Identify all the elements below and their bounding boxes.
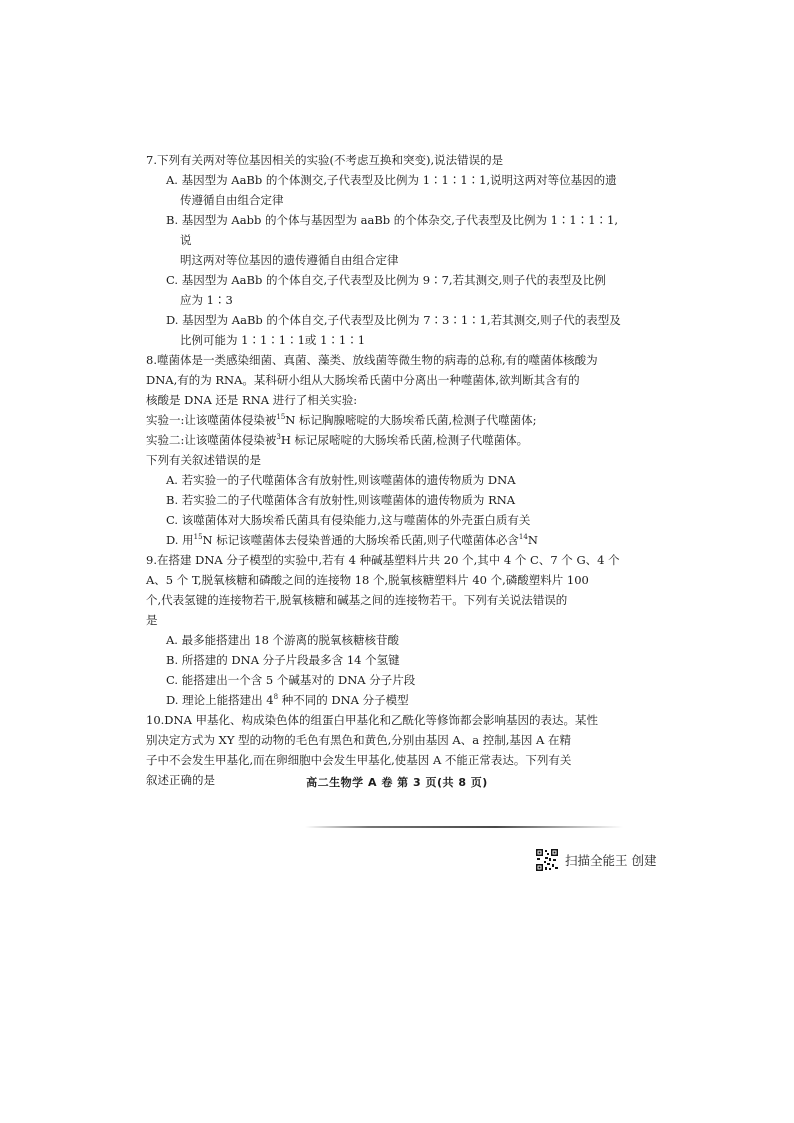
question-7-option-b <box>146 210 624 270</box>
stem-line: 子中不会发生甲基化,而在卵细胞中会发生甲基化,使基因 A 不能正常表达。下列有关 <box>146 753 572 767</box>
stem-line: 叙述正确的是 <box>146 773 215 787</box>
stem-line: 是 <box>146 613 158 627</box>
stem-line: 核酸是 DNA 还是 RNA 进行了相关实验: <box>146 393 358 407</box>
stem-line: 10.DNA 甲基化、构成染色体的组蛋白甲基化和乙酰化等修饰都会影响基因的表达。某性 <box>146 713 599 727</box>
stem-line: A、5 个 T,脱氧核糖和磷酸之间的连接物 18 个,脱氧核糖塑料片 40 个,磷酸塑料片 100 <box>146 573 589 587</box>
question-8-lead: 下列有关叙述错误的是 <box>146 453 261 467</box>
text: 实验二:让该噬菌体侵染被 <box>146 433 277 447</box>
question-9-option-d <box>146 690 624 710</box>
experiment-1 <box>146 410 624 430</box>
question-9-option-a: A. 最多能搭建出 18 个游离的脱氧核糖核苷酸 <box>166 633 400 647</box>
question-9-option-c: C. 能搭建出一个含 5 个碱基对的 DNA 分子片段 <box>166 673 416 687</box>
text: 实验一:让该噬菌体侵染被 <box>146 413 277 427</box>
question-7-stem: 7.下列有关两对等位基因相关的实验(不考虑互换和突变),说法错误的是 <box>146 153 504 167</box>
option-text: D. 基因型为 AaBb 的个体自交,子代表型及比例为 7∶3∶1∶1,若其测交,则子代的表型及 <box>166 313 621 327</box>
question-8-option-d <box>146 530 624 550</box>
text: D. 理论上能搭建出 4 <box>166 693 274 707</box>
text: N <box>527 533 538 547</box>
question-8-stem <box>146 350 624 410</box>
experiment-2 <box>146 430 624 450</box>
question-9-option-b: B. 所搭建的 DNA 分子片段最多含 14 个氢键 <box>166 653 400 667</box>
option-text: 比例可能为 1∶1∶1∶1或 1∶1∶1 <box>180 333 366 347</box>
text: 种不同的 DNA 分子模型 <box>278 693 409 707</box>
question-7 <box>146 150 624 350</box>
question-8 <box>146 350 624 550</box>
question-7-option-d <box>146 310 624 350</box>
question-8-option-a: A. 若实验一的子代噬菌体含有放射性,则该噬菌体的遗传物质为 DNA <box>166 473 516 487</box>
text: H 标记尿嘧啶的大肠埃希氏菌,检测子代噬菌体。 <box>280 433 529 447</box>
stem-line: DNA,有的为 RNA。某科研小组从大肠埃希氏菌中分离出一种噬菌体,欲判断其含有的 <box>146 373 580 387</box>
question-7-option-a <box>146 170 624 210</box>
option-text: A. 基因型为 AaBb 的个体测交,子代表型及比例为 1∶1∶1∶1,说明这两对等位基因的遗 <box>166 173 617 187</box>
question-content <box>146 150 624 790</box>
option-text: C. 基因型为 AaBb 的个体自交,子代表型及比例为 9∶7,若其测交,则子代的表型及比例 <box>166 273 606 287</box>
question-7-option-c <box>146 270 624 310</box>
scanner-watermark <box>535 847 656 873</box>
isotope-mass: 15 <box>276 413 286 422</box>
isotope-mass: 3 <box>276 433 281 442</box>
option-text: 明这两对等位基因的遗传遵循自由组合定律 <box>180 253 399 267</box>
stem-line: 8.噬菌体是一类感染细菌、真菌、藻类、放线菌等微生物的病毒的总称,有的噬菌体核酸为 <box>146 353 598 367</box>
question-8-option-c: C. 该噬菌体对大肠埃希氏菌具有侵染能力,这与噬菌体的外壳蛋白质有关 <box>166 513 531 527</box>
page-footer: 高二生物学 A 卷 第 3 页(共 8 页) <box>306 776 488 789</box>
watermark-text: 扫描全能王 创建 <box>565 853 657 868</box>
question-8-option-b: B. 若实验二的子代噬菌体含有放射性,则该噬菌体的遗传物质为 RNA <box>166 493 516 507</box>
qr-code-icon <box>535 848 559 872</box>
question-9-stem <box>146 550 624 630</box>
stem-line: 9.在搭建 DNA 分子模型的实验中,若有 4 种碱基塑料片共 20 个,其中 4 个 C、7 个 G、4 个 <box>146 553 620 567</box>
isotope-mass: 15 <box>193 533 203 542</box>
exponent: 8 <box>273 693 279 702</box>
text: D. 用 <box>166 533 194 547</box>
text: N 标记该噬菌体去侵染普通的大肠埃希氏菌,则子代噬菌体必含 <box>202 533 519 547</box>
option-text: 传遵循自由组合定律 <box>180 193 284 207</box>
scan-smudge-line <box>305 826 623 828</box>
stem-line: 个,代表氢键的连接物若干,脱氧核糖和碱基之间的连接物若干。下列有关说法错误的 <box>146 593 568 607</box>
isotope-mass: 14 <box>518 533 528 542</box>
option-text: B. 基因型为 Aabb 的个体与基因型为 aaBb 的个体杂交,子代表型及比例为 1∶1∶1∶1,说 <box>166 213 619 247</box>
question-9 <box>146 550 624 710</box>
stem-line: 别决定方式为 XY 型的动物的毛色有黑色和黄色,分别由基因 A、a 控制,基因 A 在精 <box>146 733 571 747</box>
option-text: 应为 1∶3 <box>180 293 233 307</box>
text: N 标记胸腺嘧啶的大肠埃希氏菌,检测子代噬菌体; <box>285 413 537 427</box>
